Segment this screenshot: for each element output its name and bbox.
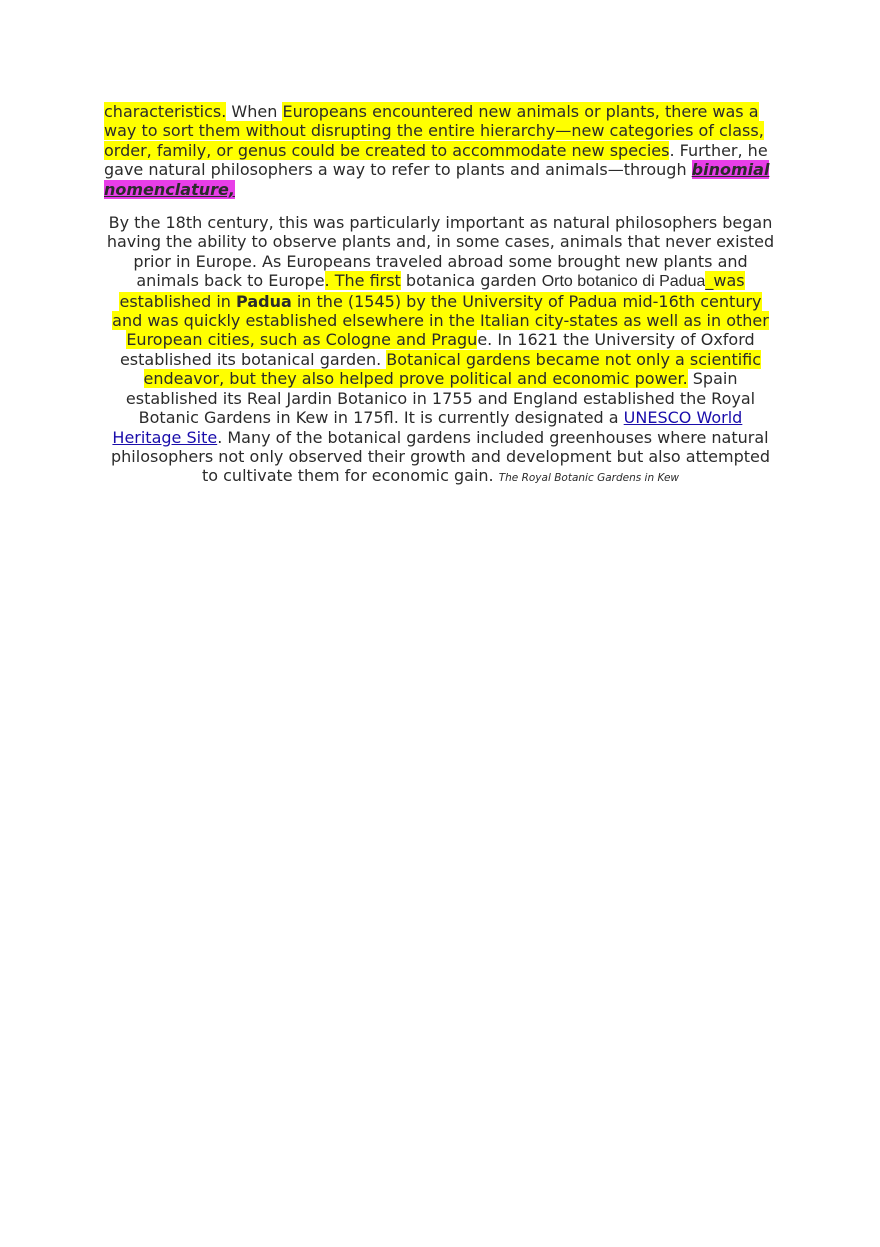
orto-botanico-text: Orto botanico di Padua <box>541 273 706 291</box>
highlighted-text: . The first <box>324 271 401 291</box>
paragraph-taxonomy <box>104 102 777 199</box>
highlighted-text: Botanical gardens became not only a scientific endeavor, but they also helped prove political and economic power. <box>143 349 762 389</box>
body-text: botanica garden <box>400 271 542 291</box>
body-text: Spain established its Real Jardin Botanico in 1755 and England established the Royal Botanic Gardens in Kew in 175fl. It is currently designated a <box>125 369 756 428</box>
image-caption: The Royal Botanic Gardens in Kew <box>498 472 680 485</box>
body-text: . Further, he gave natural philosophers a way to refer to plants and animals—through <box>104 140 768 180</box>
highlighted-text: Europeans encountered new animals or plants, there was a way to sort them without disrupting the entire hierarchy—new categories of class, order, family, or genus could be created to accommodate new species <box>104 102 764 160</box>
body-text: e. In 1621 the University of Oxford established its botanical garden. <box>119 330 755 369</box>
body-text: . Many of the botanical gardens included greenhouses where natural philosophers not only observed their growth and development but also attempted to cultivate them for economic gain. <box>111 427 770 486</box>
body-text: By the 18th century, this was particularly important as natural philosophers began having the ability to observe plants and, in some cases, animals that never existed prior in Europe. As Europeans traveled abroad some brought new plants and animals back to Europe <box>106 213 775 291</box>
highlighted-text: characteristics. <box>104 102 227 121</box>
unesco-world-heritage-link[interactable]: UNESCO World Heritage Site <box>112 408 743 447</box>
highlighted-text: _was established in <box>119 271 745 311</box>
document-body <box>104 102 777 486</box>
padua-bold-text: Padua <box>236 291 292 311</box>
body-text: When <box>226 102 283 121</box>
highlighted-text: in the (1545) by the University of Padua mid-16th century and was quickly established elsewhere in the Italian city-states as well as in other European cities, such as Cologne and Pragu <box>112 291 769 350</box>
binomial-nomenclature-highlight: binomial nomenclature, <box>104 160 770 199</box>
paragraph-botanical-gardens <box>104 213 777 486</box>
